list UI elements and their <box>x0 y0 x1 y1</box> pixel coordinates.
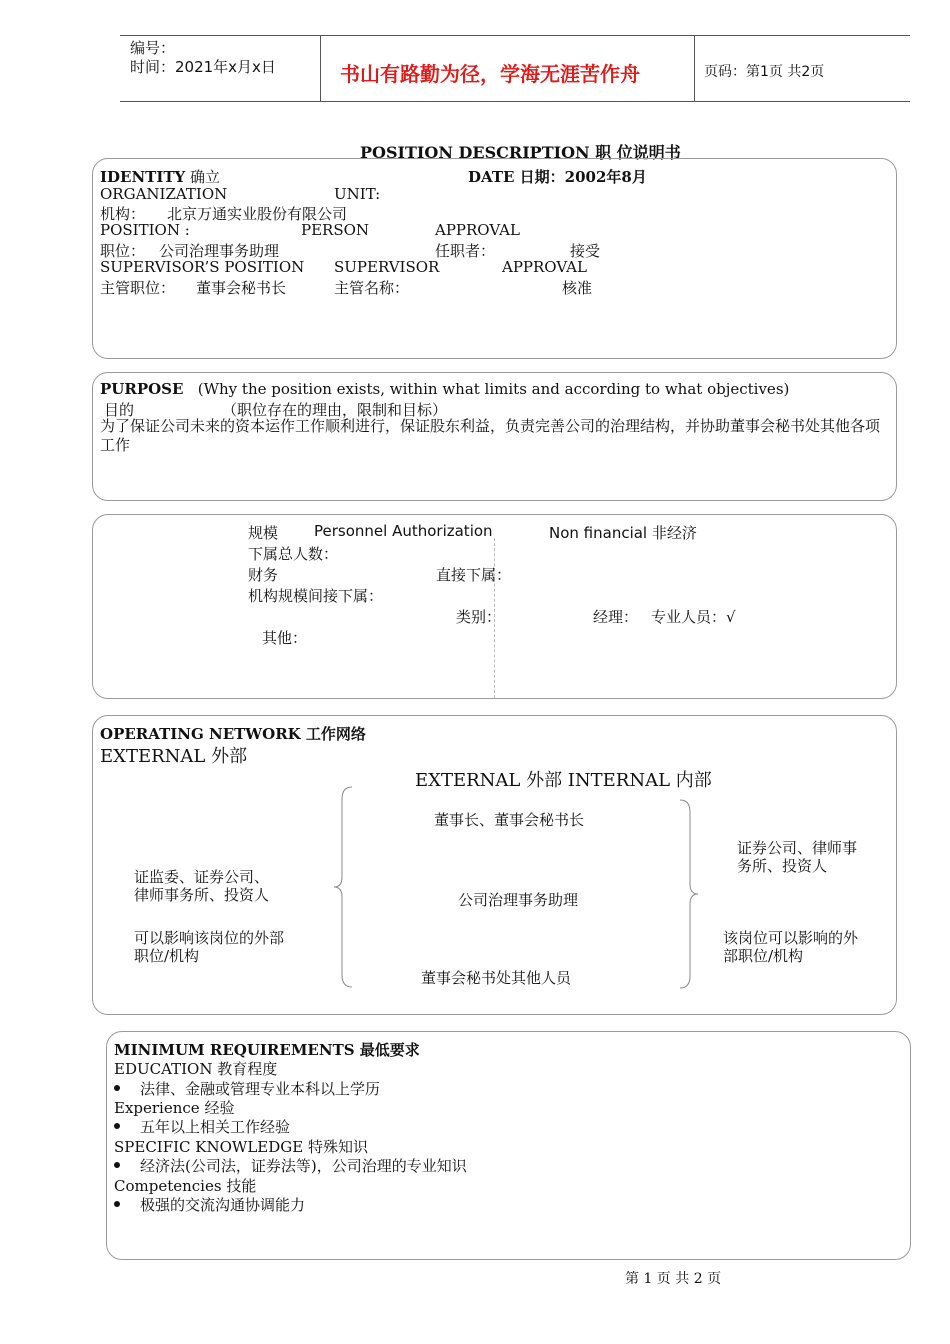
purpose-desc-en: (Why the position exists, within what limits and according to what objectives) <box>197 380 790 398</box>
knowledge-item <box>114 1155 467 1176</box>
identity-heading-cn: 确立 <box>190 168 221 186</box>
experience-item <box>114 1116 290 1137</box>
supervisor-label: SUPERVISOR <box>334 258 440 276</box>
competencies-item <box>114 1194 305 1215</box>
professional-label: 专业人员：√ <box>651 608 736 626</box>
purpose-desc-cn: （职位存在的理由，限制和目标） <box>222 401 448 419</box>
left-line-1: 证监委、证券公司、 <box>134 868 270 886</box>
non-financial: Non financial 非经济 <box>549 524 697 542</box>
page-title: POSITION DESCRIPTION 职 位说明书 <box>360 143 681 162</box>
header-divider-2 <box>694 35 695 101</box>
education-item-text: 法律、金融或管理专业本科以上学历 <box>140 1080 381 1098</box>
position-cn-label: 职位： <box>100 242 146 260</box>
header-top-rule <box>120 35 910 36</box>
bullet-icon <box>114 1201 120 1207</box>
left-line-2: 律师事务所、投资人 <box>134 886 270 904</box>
other-label: 其他： <box>262 629 308 647</box>
right-line-2: 务所、投资人 <box>737 857 828 875</box>
approve-cn-label: 核准 <box>562 279 593 297</box>
competencies-item-text: 极强的交流沟通协调能力 <box>140 1196 306 1214</box>
purpose-heading <box>100 380 789 398</box>
position-value: 公司治理事务助理 <box>159 242 280 260</box>
org-value: 北京万通实业股份有限公司 <box>167 205 348 223</box>
organization-label: ORGANIZATION <box>100 185 228 203</box>
experience-item-text: 五年以上相关工作经验 <box>140 1118 291 1136</box>
knowledge-item-text: 经济法(公司法，证券法等)，公司治理的专业知识 <box>140 1157 467 1175</box>
approval2-label: APPROVAL <box>502 258 587 276</box>
number-label: 编号： <box>130 39 176 57</box>
direct-subordinates: 直接下属： <box>436 566 512 584</box>
page-label: 页码：第1页 共2页 <box>704 64 825 80</box>
org-cn-label: 机构： <box>100 205 146 223</box>
header-bottom-rule <box>120 101 910 102</box>
education-item <box>114 1078 380 1099</box>
right-brace <box>676 798 706 990</box>
date-label: DATE 日期：2002年8月 <box>468 168 647 186</box>
left-brace <box>330 785 360 990</box>
center-bottom: 董事会秘书处其他人员 <box>421 969 572 987</box>
unit-label: UNIT: <box>334 185 381 203</box>
approval-label: APPROVAL <box>435 221 520 239</box>
supervisor-name-cn-label: 主管名称： <box>334 279 410 297</box>
purpose-text: 为了保证公司未来的资本运作工作顺利进行，保证股东利益，负责完善公司的治理结构，并协助董事会秘书处其他各项工作 <box>100 417 881 454</box>
indirect-subordinates: 机构规模间接下属： <box>248 587 384 605</box>
person-label: PERSON <box>301 221 370 239</box>
left-caption-1: 可以影响该岗位的外部 <box>134 929 285 947</box>
center-mid: 公司治理事务助理 <box>458 891 579 909</box>
subordinates-total: 下属总人数： <box>248 545 339 563</box>
bullet-icon <box>114 1123 120 1129</box>
network-heading: OPERATING NETWORK 工作网络 <box>100 725 366 743</box>
holder-cn-label: 任职者： <box>435 242 496 260</box>
scale-label: 规模 <box>248 524 279 542</box>
identity-heading-en: IDENTITY <box>100 168 186 186</box>
knowledge-label: SPECIFIC KNOWLEDGE 特殊知识 <box>114 1138 368 1156</box>
position-label: POSITION : <box>100 221 190 239</box>
experience-label: Experience 经验 <box>114 1099 235 1117</box>
bullet-icon <box>114 1085 120 1091</box>
competencies-label: Competencies 技能 <box>114 1177 257 1195</box>
supervisor-pos-value: 董事会秘书长 <box>196 279 287 297</box>
identity-heading <box>100 166 220 187</box>
header-divider-1 <box>320 35 321 101</box>
right-caption-1: 该岗位可以影响的外 <box>723 929 859 947</box>
accept-cn-label: 接受 <box>570 242 601 260</box>
left-caption-2: 职位/机构 <box>134 947 200 965</box>
network-center-header: EXTERNAL 外部 INTERNAL 内部 <box>415 770 712 791</box>
footer-page-number: 第 1 页 共 2 页 <box>625 1271 722 1287</box>
personnel-authorization: Personnel Authorization <box>314 522 493 540</box>
bullet-icon <box>114 1162 120 1168</box>
category-label: 类别： <box>456 608 502 626</box>
external-top-label: EXTERNAL 外部 <box>100 746 248 767</box>
purpose-heading-en: PURPOSE <box>100 380 184 398</box>
purpose-heading-cn: 目的 <box>104 401 135 419</box>
finance-label: 财务 <box>248 566 279 584</box>
center-top: 董事长、董事会秘书长 <box>434 811 585 829</box>
supervisor-pos-cn-label: 主管职位： <box>100 279 176 297</box>
time-label: 时间：2021年x月x日 <box>130 58 276 76</box>
education-label: EDUCATION 教育程度 <box>114 1060 278 1078</box>
right-caption-2: 部职位/机构 <box>723 947 804 965</box>
motto: 书山有路勤为径，学海无涯苦作舟 <box>340 62 640 86</box>
requirements-heading: MINIMUM REQUIREMENTS 最低要求 <box>114 1041 420 1059</box>
right-line-1: 证券公司、律师事 <box>737 839 858 857</box>
manager-label: 经理： <box>593 608 639 626</box>
supervisor-position-label: SUPERVISOR’S POSITION <box>100 258 305 276</box>
